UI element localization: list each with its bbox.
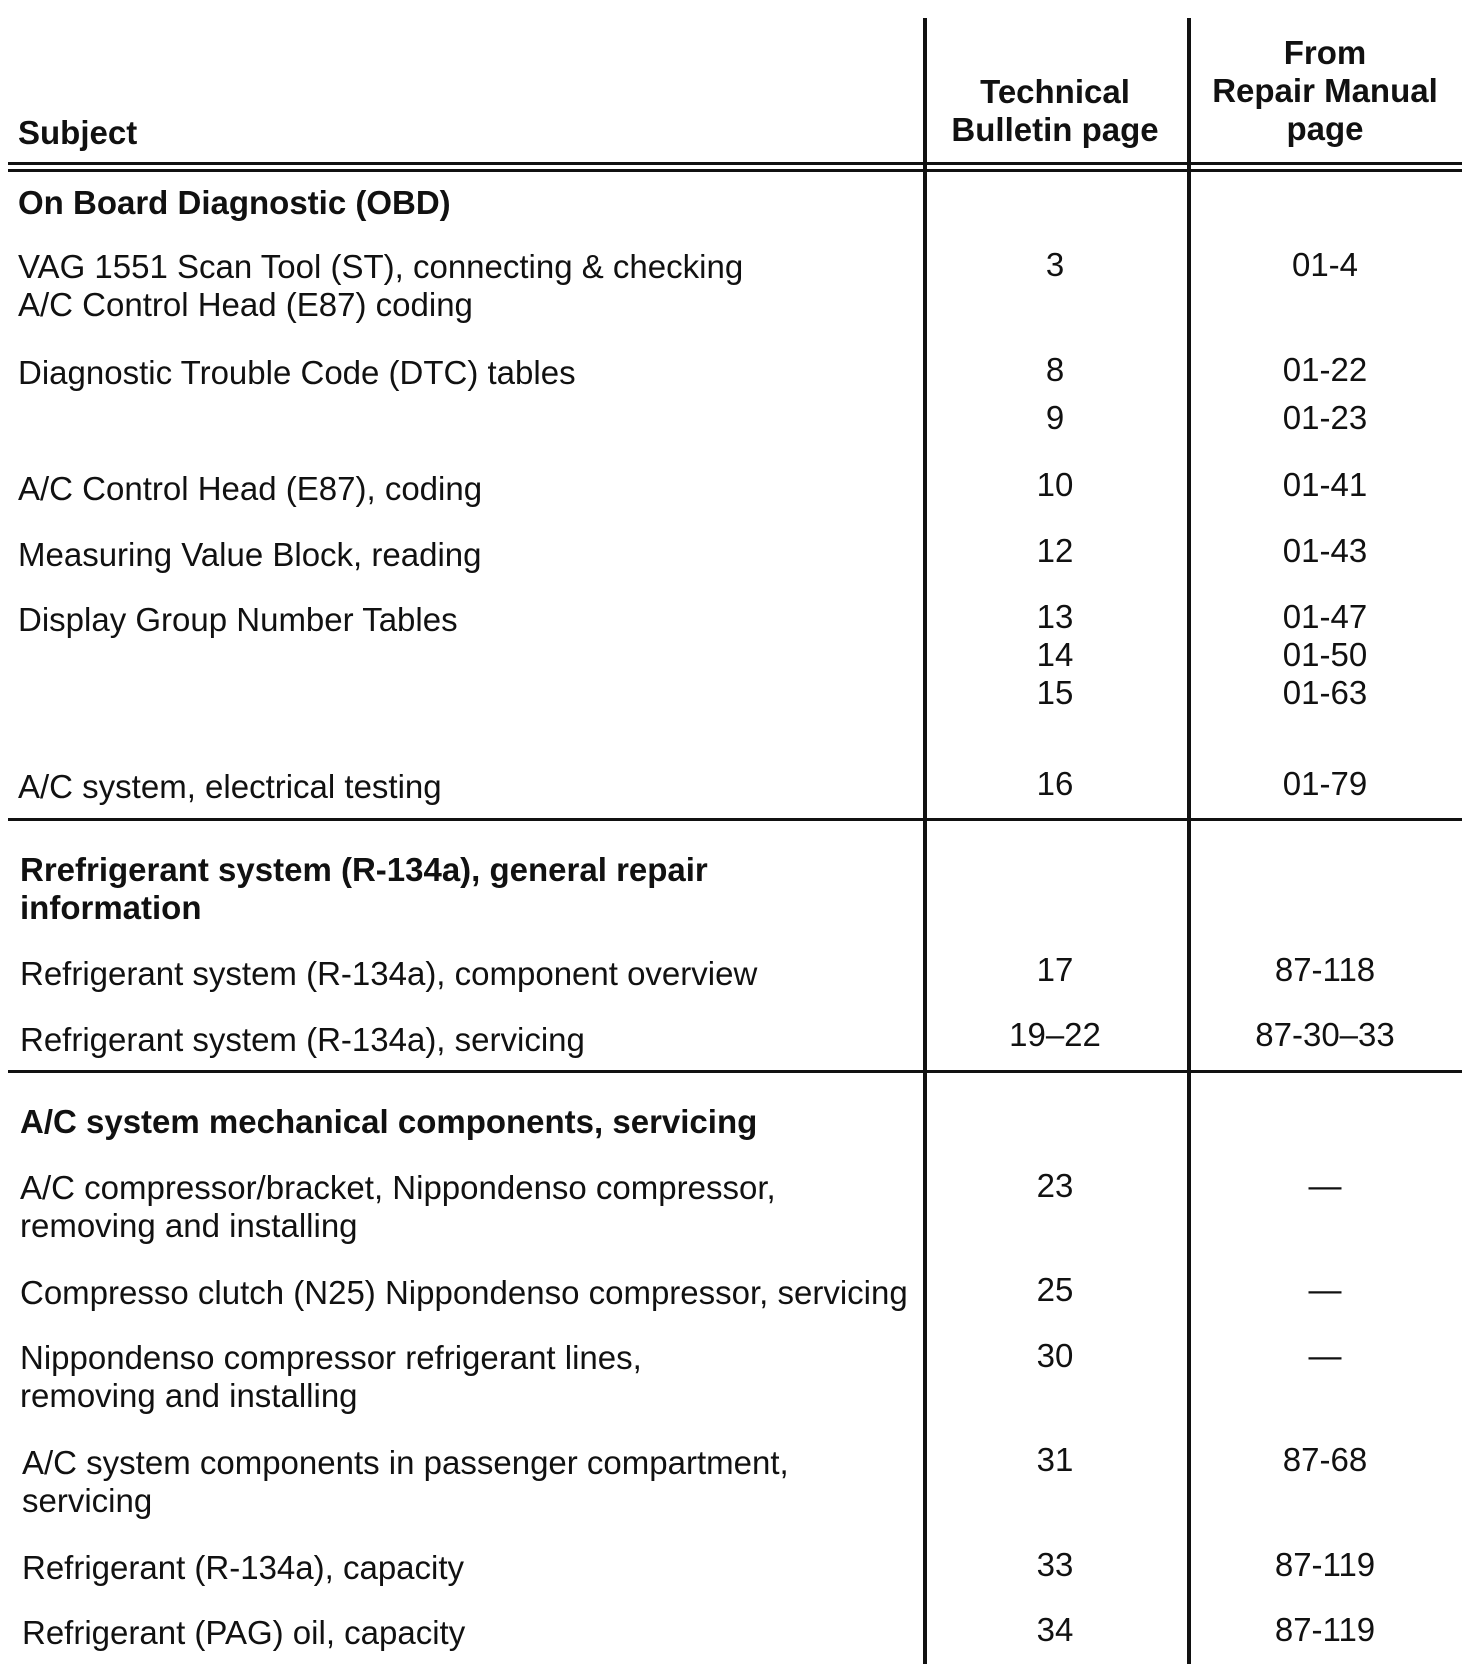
- section-title-refrigerant: Rrefrigerant system (R-134a), general repair information: [20, 851, 708, 926]
- row-subject: Diagnostic Trouble Code (DTC) tables: [18, 354, 576, 391]
- row-subject: Refrigerant system (R-134a), component overview: [20, 955, 758, 992]
- row-tb-page: 10: [1036, 466, 1074, 503]
- row-subject: A/C Control Head (E87), coding: [18, 470, 483, 507]
- row-rm-page: 01-23: [1282, 399, 1368, 436]
- row-tb-page: 3: [1045, 246, 1065, 283]
- row-subject: Nippondenso compressor refrigerant lines, removing and installing: [20, 1339, 642, 1414]
- row-tb-page: 33: [1036, 1546, 1074, 1583]
- row-tb-page: 9: [1045, 399, 1065, 436]
- row-rm-page: 01-22: [1282, 351, 1368, 388]
- row-rm-page: —: [1308, 1337, 1342, 1374]
- row-tb-page: 8: [1045, 351, 1065, 388]
- row-subject: Refrigerant (PAG) oil, capacity: [22, 1614, 466, 1651]
- row-subject: A/C compressor/bracket, Nippondenso compressor, removing and installing: [20, 1169, 776, 1244]
- row-tb-page: 30: [1036, 1337, 1074, 1374]
- row-rm-page: 87-30–33: [1255, 1016, 1395, 1053]
- row-rm-page: 01-41: [1282, 466, 1368, 503]
- row-subject: A/C system, electrical testing: [18, 768, 442, 805]
- row-tb-page: 23: [1036, 1167, 1074, 1204]
- section-rule: [8, 1070, 1462, 1073]
- row-rm-page: —: [1308, 1271, 1342, 1308]
- row-rm-page: 87-68: [1282, 1441, 1368, 1478]
- row-tb-page: 15: [1036, 674, 1074, 711]
- row-subject: Display Group Number Tables: [18, 601, 458, 638]
- section-title-mechanical: A/C system mechanical components, servicing: [20, 1103, 758, 1140]
- row-rm-page: 87-119: [1274, 1546, 1376, 1583]
- row-tb-page: 19–22: [1009, 1016, 1101, 1053]
- row-rm-page: 01-43: [1282, 532, 1368, 569]
- row-subject: A/C system components in passenger compartment, servicing: [22, 1444, 789, 1519]
- header-rule: [8, 162, 1462, 165]
- header-subject: Subject: [18, 114, 138, 151]
- header-technical-bulletin: Technical Bulletin page: [951, 73, 1159, 148]
- row-rm-page: 01-50: [1282, 636, 1368, 673]
- row-tb-page: 31: [1036, 1441, 1074, 1478]
- row-rm-page: 01-79: [1282, 765, 1368, 802]
- row-tb-page: 12: [1036, 532, 1074, 569]
- row-tb-page: 14: [1036, 636, 1074, 673]
- row-subject: VAG 1551 Scan Tool (ST), connecting & checking A/C Control Head (E87) coding: [18, 248, 744, 323]
- row-rm-page: 01-47: [1282, 598, 1368, 635]
- section-title-obd: On Board Diagnostic (OBD): [18, 184, 451, 221]
- row-rm-page: 01-63: [1282, 674, 1368, 711]
- row-tb-page: 34: [1036, 1611, 1074, 1648]
- row-subject: Compresso clutch (N25) Nippondenso compressor, servicing: [20, 1274, 908, 1311]
- row-tb-page: 17: [1036, 951, 1074, 988]
- row-subject: Refrigerant system (R-134a), servicing: [20, 1021, 585, 1058]
- row-tb-page: 25: [1036, 1271, 1074, 1308]
- header-repair-manual: From Repair Manual page: [1212, 34, 1438, 147]
- section-rule: [8, 818, 1462, 821]
- row-subject: Refrigerant (R-134a), capacity: [22, 1549, 465, 1586]
- row-tb-page: 13: [1036, 598, 1074, 635]
- row-subject: Measuring Value Block, reading: [18, 536, 482, 573]
- row-rm-page: 01-4: [1291, 246, 1359, 283]
- row-rm-page: 87-118: [1274, 951, 1376, 988]
- row-rm-page: 87-119: [1274, 1611, 1376, 1648]
- row-tb-page: 16: [1036, 765, 1074, 802]
- row-rm-page: —: [1308, 1167, 1342, 1204]
